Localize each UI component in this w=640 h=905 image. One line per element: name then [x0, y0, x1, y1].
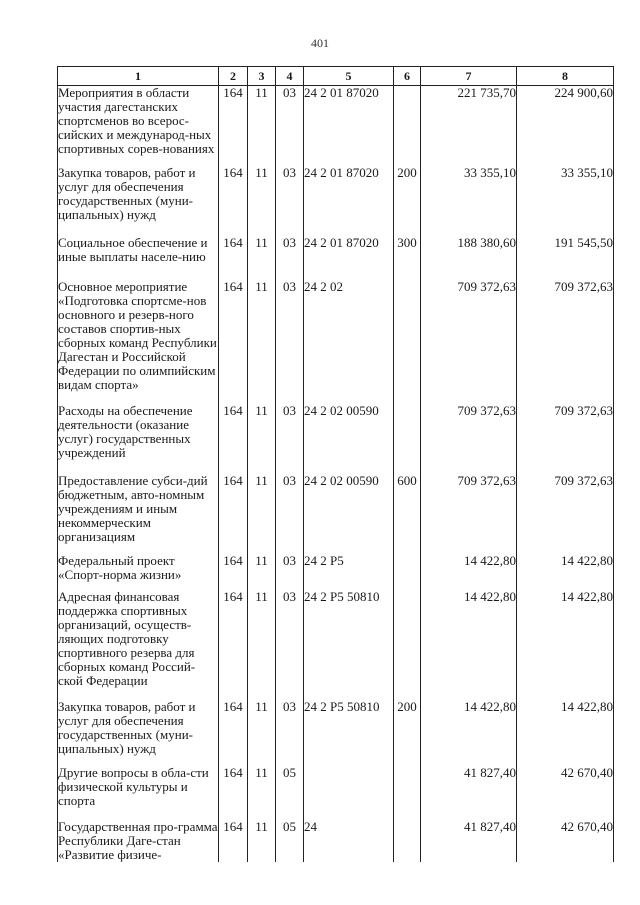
- row-col-3-cell: 11: [248, 474, 276, 554]
- header-col-2: 2: [219, 67, 248, 86]
- row-col-8-cell: 224 900,60: [517, 86, 614, 167]
- row-col-6-cell: 300: [394, 236, 421, 280]
- row-name-cell: Закупка товаров, работ и услуг для обеспечения государственных (муни-ципальных) нужд: [58, 700, 219, 766]
- row-col-8-cell: 709 372,63: [517, 474, 614, 554]
- row-col-3-cell: 11: [248, 166, 276, 236]
- row-col-2-cell: 164: [219, 86, 248, 167]
- row-name-cell: Мероприятия в области участия дагестанских спортсменов во всерос-сийских и международ-ных спортивных сорев-нованиях: [58, 86, 219, 167]
- row-col-2-cell: 164: [219, 700, 248, 766]
- row-col-6-cell: 200: [394, 166, 421, 236]
- table-row: [58, 590, 614, 700]
- row-name-cell: Закупка товаров, работ и услуг для обеспечения государственных (муни-ципальных) нужд: [58, 166, 219, 236]
- row-col-3-cell: 11: [248, 280, 276, 404]
- row-col-7-cell: 709 372,63: [421, 280, 517, 404]
- row-col-4-cell: 03: [276, 404, 304, 474]
- row-col-2-cell: 164: [219, 166, 248, 236]
- row-col-5-cell: 24 2 01 87020: [304, 166, 394, 236]
- row-col-8-cell: 14 422,80: [517, 700, 614, 766]
- row-col-2-cell: 164: [219, 236, 248, 280]
- row-name-cell: Адресная финансовая поддержка спортивных организаций, осуществ-ляющих подготовку спортивного резерва для сборных команд Россий-ской Федерации: [58, 590, 219, 700]
- row-col-4-cell: 03: [276, 700, 304, 766]
- table-row: [58, 86, 614, 167]
- header-col-7: 7: [421, 67, 517, 86]
- row-col-4-cell: 03: [276, 86, 304, 167]
- row-col-4-cell: 03: [276, 554, 304, 590]
- row-col-3-cell: 11: [248, 554, 276, 590]
- row-col-7-cell: 14 422,80: [421, 590, 517, 700]
- row-col-8-cell: 191 545,50: [517, 236, 614, 280]
- header-col-3: 3: [248, 67, 276, 86]
- table-row: [58, 766, 614, 820]
- row-col-2-cell: 164: [219, 280, 248, 404]
- row-col-6-cell: 600: [394, 474, 421, 554]
- row-col-5-cell: 24 2 02 00590: [304, 474, 394, 554]
- table-row: [58, 166, 614, 236]
- row-col-2-cell: 164: [219, 820, 248, 862]
- row-col-3-cell: 11: [248, 86, 276, 167]
- row-col-4-cell: 03: [276, 166, 304, 236]
- row-col-8-cell: 14 422,80: [517, 554, 614, 590]
- row-col-7-cell: 41 827,40: [421, 820, 517, 862]
- row-name-cell: Расходы на обеспечение деятельности (оказание услуг) государственных учреждений: [58, 404, 219, 474]
- row-col-8-cell: 42 670,40: [517, 820, 614, 862]
- row-col-2-cell: 164: [219, 554, 248, 590]
- table-row: [58, 280, 614, 404]
- row-col-4-cell: 03: [276, 590, 304, 700]
- row-col-3-cell: 11: [248, 590, 276, 700]
- row-col-8-cell: 14 422,80: [517, 590, 614, 700]
- row-col-3-cell: 11: [248, 700, 276, 766]
- row-col-6-cell: 200: [394, 700, 421, 766]
- budget-table: [57, 66, 614, 862]
- row-col-6-cell: [394, 590, 421, 700]
- row-col-5-cell: 24 2 02: [304, 280, 394, 404]
- row-col-7-cell: 709 372,63: [421, 474, 517, 554]
- row-col-6-cell: [394, 766, 421, 820]
- row-name-cell: Социальное обеспечение и иные выплаты населе-нию: [58, 236, 219, 280]
- row-col-6-cell: [394, 820, 421, 862]
- row-col-7-cell: 188 380,60: [421, 236, 517, 280]
- header-col-8: 8: [517, 67, 614, 86]
- table-row: [58, 474, 614, 554]
- row-col-7-cell: 14 422,80: [421, 554, 517, 590]
- row-col-7-cell: 14 422,80: [421, 700, 517, 766]
- row-col-6-cell: [394, 280, 421, 404]
- row-col-7-cell: 41 827,40: [421, 766, 517, 820]
- row-name-cell: Государственная про-грамма Республики Даге-стан «Развитие физиче-: [58, 819, 218, 862]
- row-col-8-cell: 42 670,40: [517, 766, 614, 820]
- row-col-5-cell: [304, 766, 394, 820]
- row-name-cell: Федеральный проект «Спорт-норма жизни»: [58, 554, 219, 590]
- table-row: [58, 700, 614, 766]
- row-col-5-cell: 24 2 P5: [304, 554, 394, 590]
- row-name-cell: Основное мероприятие «Подготовка спортсме-нов основного и резерв-ного составов спортив-ных сборных команд Республики Дагестан и Российской Федерации по олимпийским видам спорта»: [58, 280, 219, 404]
- row-col-2-cell: 164: [219, 590, 248, 700]
- row-col-5-cell: 24 2 P5 50810: [304, 700, 394, 766]
- row-col-2-cell: 164: [219, 766, 248, 820]
- row-col-3-cell: 11: [248, 820, 276, 862]
- row-col-4-cell: 03: [276, 474, 304, 554]
- row-col-8-cell: 709 372,63: [517, 280, 614, 404]
- table-row: [58, 404, 614, 474]
- row-col-6-cell: [394, 86, 421, 167]
- row-col-4-cell: 03: [276, 280, 304, 404]
- row-col-6-cell: [394, 404, 421, 474]
- row-col-5-cell: 24: [304, 820, 394, 862]
- row-col-7-cell: 221 735,70: [421, 86, 517, 167]
- row-col-2-cell: 164: [219, 404, 248, 474]
- row-col-8-cell: 709 372,63: [517, 404, 614, 474]
- row-col-7-cell: 33 355,10: [421, 166, 517, 236]
- table-row: [58, 236, 614, 280]
- header-row: [58, 67, 614, 86]
- page-number: 401: [311, 36, 329, 50]
- row-col-3-cell: 11: [248, 766, 276, 820]
- header-col-5: 5: [304, 67, 394, 86]
- row-col-6-cell: [394, 554, 421, 590]
- row-col-5-cell: 24 2 01 87020: [304, 236, 394, 280]
- row-col-4-cell: 03: [276, 236, 304, 280]
- header-col-1: 1: [58, 67, 219, 86]
- row-name-cell: Другие вопросы в обла-сти физической культуры и спорта: [58, 766, 219, 820]
- row-col-5-cell: 24 2 P5 50810: [304, 590, 394, 700]
- table-row: [58, 554, 614, 590]
- row-col-4-cell: 05: [276, 766, 304, 820]
- table-row: [58, 820, 614, 862]
- row-col-3-cell: 11: [248, 404, 276, 474]
- row-col-2-cell: 164: [219, 474, 248, 554]
- row-col-8-cell: 33 355,10: [517, 166, 614, 236]
- row-col-3-cell: 11: [248, 236, 276, 280]
- row-col-7-cell: 709 372,63: [421, 404, 517, 474]
- row-col-5-cell: 24 2 02 00590: [304, 404, 394, 474]
- header-col-4: 4: [276, 67, 304, 86]
- row-col-4-cell: 05: [276, 820, 304, 862]
- row-name-cell: Предоставление субси-дий бюджетным, авто-номным учреждениям и иным некоммерческим организациям: [58, 474, 219, 554]
- header-col-6: 6: [394, 67, 421, 86]
- row-col-5-cell: 24 2 01 87020: [304, 86, 394, 167]
